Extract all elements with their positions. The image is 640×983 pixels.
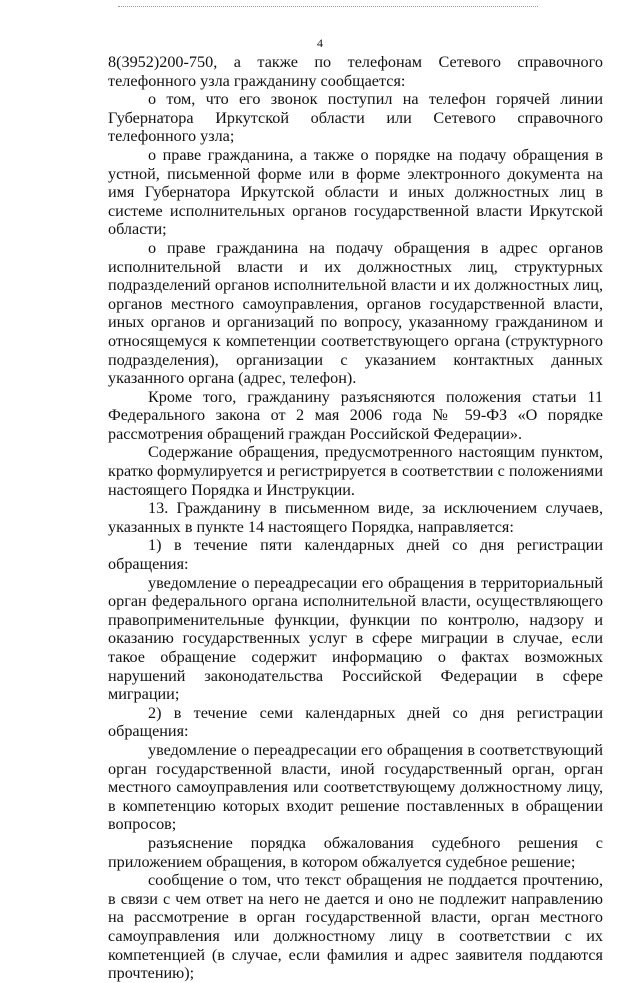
- paragraph-redirect-notice: уведомление о переадресации его обращения в соответствующий орган государственной власти, иной государственный орган, орган местного самоуправления или соответствующему должностному лицу, в компетенцию которых входит решение поставленных в обращении вопросов;: [108, 740, 603, 834]
- paragraph-continuation: 8(3952)200-750, а также по телефонам Сетевого справочного телефонного узла гражданину сообщается:: [108, 53, 603, 90]
- paragraph-unreadable-text: сообщение о том, что текст обращения не поддается прочтению, в связи с чем ответ на него не дается и оно не подлежит направлению на рассмотрение в орган государственной власти, орган местного самоуправления или должностному лицу в соответствии с их компетенцией (в случае, если фамилия и адрес заявителя поддаются прочтению);: [108, 871, 603, 983]
- paragraph-migration-redirect: уведомление о переадресации его обращения в территориальный орган федерального органа исполнительной власти, осуществляющего правоприменительные функции, функции по контролю, надзору и оказанию государственных услуг в сфере миграции в случае, если такое обращение содержит информацию о фактах возможных нарушений законодательства Российской Федерации в сфере миграции;: [108, 573, 603, 704]
- paragraph-article-11: Кроме того, гражданину разъясняются положения статьи 11 Федерального закона от 2 мая 2006 года № 59-ФЗ «О порядке рассмотрения обращений граждан Российской Федерации».: [108, 387, 603, 443]
- paragraph-right-to-appeal-bodies: о праве гражданина на подачу обращения в адрес органов исполнительной власти и их должностных лиц, структурных подразделений органов исполнительной власти и их должностных лиц, органов местного самоуправления, органов государственной власти, иных органов и организаций по вопросу, указанному гражданином и относящемуся к компетенции соответствующего органа (структурного подразделения), организации с указанием контактных данных указанного органа (адрес, телефон).: [108, 238, 603, 388]
- document-body: [108, 53, 603, 983]
- paragraph-hotline-notice: о том, что его звонок поступил на телефон горячей линии Губернатора Иркутской области или Сетевого справочного телефонного узла;: [108, 90, 603, 146]
- paragraph-item-13: 13. Гражданину в письменном виде, за исключением случаев, указанных в пункте 14 настоящего Порядка, направляется:: [108, 499, 603, 536]
- paragraph-court-decision: разъяснение порядка обжалования судебного решения с приложением обращения, в котором обжалуется судебное решение;: [108, 833, 603, 871]
- top-scan-edge-line: [118, 6, 538, 7]
- paragraph-content-registration: Содержание обращения, предусмотренного настоящим пунктом, кратко формулируется и регистрируется в соответствии с положениями настоящего Порядка и Инструкции.: [108, 443, 603, 499]
- page-number: 4: [317, 36, 323, 50]
- paragraph-subitem-1: 1) в течение пяти календарных дней со дня регистрации обращения:: [108, 536, 603, 574]
- paragraph-right-to-appeal-form: о праве гражданина, а также о порядке на подачу обращения в устной, письменной форме или в форме электронного документа на имя Губернатора Иркутской области и иных должностных лиц в системе исполнительных органов государственной власти Иркутской области;: [108, 145, 603, 239]
- paragraph-subitem-2: 2) в течение семи календарных дней со дня регистрации обращения:: [108, 703, 603, 741]
